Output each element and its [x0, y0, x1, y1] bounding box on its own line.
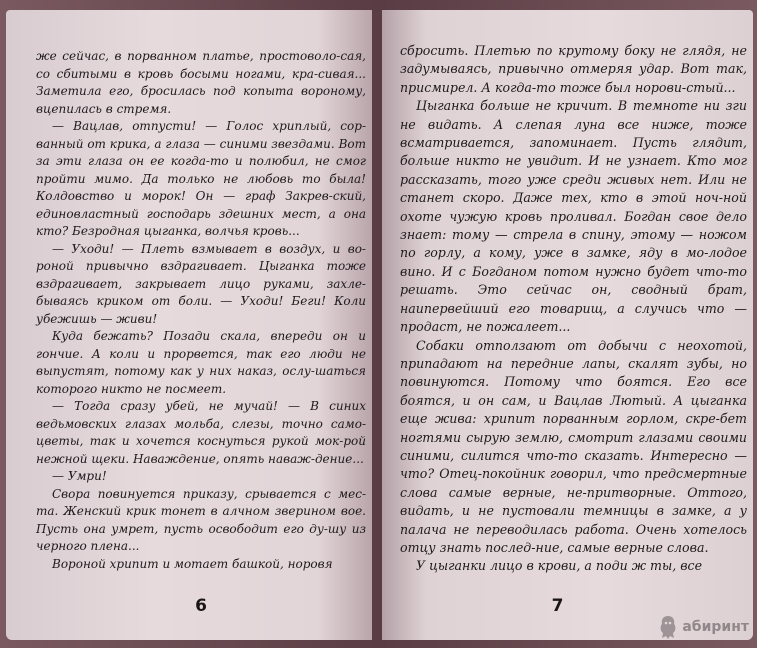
right-page — [382, 10, 753, 640]
labirint-logo-icon — [657, 614, 679, 640]
paragraph: Цыганка больше не кричит. В темноте ни зги не видать. А слепая луна все ниже, тоже всматривается, запоминает. Пусть глядит, больше никто не увидит. И не узнает. Кто мог рассказать, того уже среди живых нет. Или не станет скоро. Даже тех, кто в этой ноч-ной охоте чужую кровь проливал. Богдан свое дело знает: тому — стрела в спину, этому — ножом по горлу, а кому, уже в замке, яду в мо-лодое вино. И с Богданом потом нужно будет что-то решать. Это сейчас он, сводный брат, наипервейший его товарищ, а случись что — продаст, не пожалеет... — [400, 98, 747, 335]
watermark — [657, 614, 749, 640]
paragraph: — Умри! — [52, 469, 107, 483]
paragraph: У цыганки лицо в крови, а поди ж ты, все — [416, 558, 703, 574]
paragraph: сбросить. Плетью по крутому боку не глядя, не задумываясь, привычно отмеряя удар. Вот так, присмирел. А когда-то тоже был норови-стый... — [400, 43, 747, 95]
paragraph: Вороной хрипит и мотает башкой, норовя — [52, 556, 333, 571]
left-page-text — [36, 48, 366, 573]
paragraph: Свора повинуется приказу, срывается с мес-та. Женский крик тонет в алчном зверином вое. Пусть она умрет, пусть освободит его ду-шу из черного плена... — [36, 486, 366, 553]
paragraph: — Вацлав, отпусти! — Голос хриплый, сор-ванный от крика, а глаза — синими звездами. Вот за эти глаза он ее когда-то и полюбил, не смог пройти мимо. Да только не любовь то была! Колдовство и морок! Он — граф Закрев-ский, единовластный господарь здешних мест, а она кто? Безродная цыганка, волчья кровь... — [36, 119, 366, 238]
paragraph: же сейчас, в порванном платье, простоволо-сая, со сбитыми в кровь босыми ногами, кра-сивая... Заметила его, бросилась под копыта вороному, вцепилась в стремя. — [36, 49, 366, 116]
paragraph: Куда бежать? Позади скала, впереди он и гончие. А коли и прорвется, так его люди не выпустят, потому как у них наказ, ослу-шаться которого никто не посмеет. — [36, 329, 366, 396]
paragraph: — Уходи! — Плеть взмывает в воздух, и во-роной привычно вздрагивает. Цыганка тоже вздрагивает, закрывает лицо руками, захле-бываясь криком от боли. — Уходи! Беги! Коли убежишь — живи! — [36, 241, 366, 326]
watermark-text: абиринт — [682, 619, 749, 635]
page-number: 6 — [195, 596, 207, 616]
page-number: 7 — [551, 596, 564, 616]
paragraph: Собаки отползают от добычи с неохотой, припадают на передние лапы, скалят зубы, но повинуются. Потому что боятся. Его все боятся, и он сам, и Вацлав Лютый. А цыганка еще жива: хрипит порванным горлом, скре-бет ногтями сырую землю, смотрит глазами своими синими, силится что-то сказать. Интересно — что? Отец-покойник говорил, что предсмертные слова самые верные, не-притворные. Оттого, видать, и не пустовали темницы в замке, а у палача не переводилась работа. Очень хотелось отцу знать послед-ние, самые верные слова. — [400, 337, 747, 555]
left-page — [6, 10, 372, 640]
paragraph: — Тогда сразу убей, не мучай! — В синих ведьмовских глазах мольба, слезы, точно само-цветы, так и хочется коснуться рукой мок-рой нежной щеки. Наваждение, опять наваж-дение... — [36, 399, 366, 466]
right-page-text — [400, 42, 747, 576]
